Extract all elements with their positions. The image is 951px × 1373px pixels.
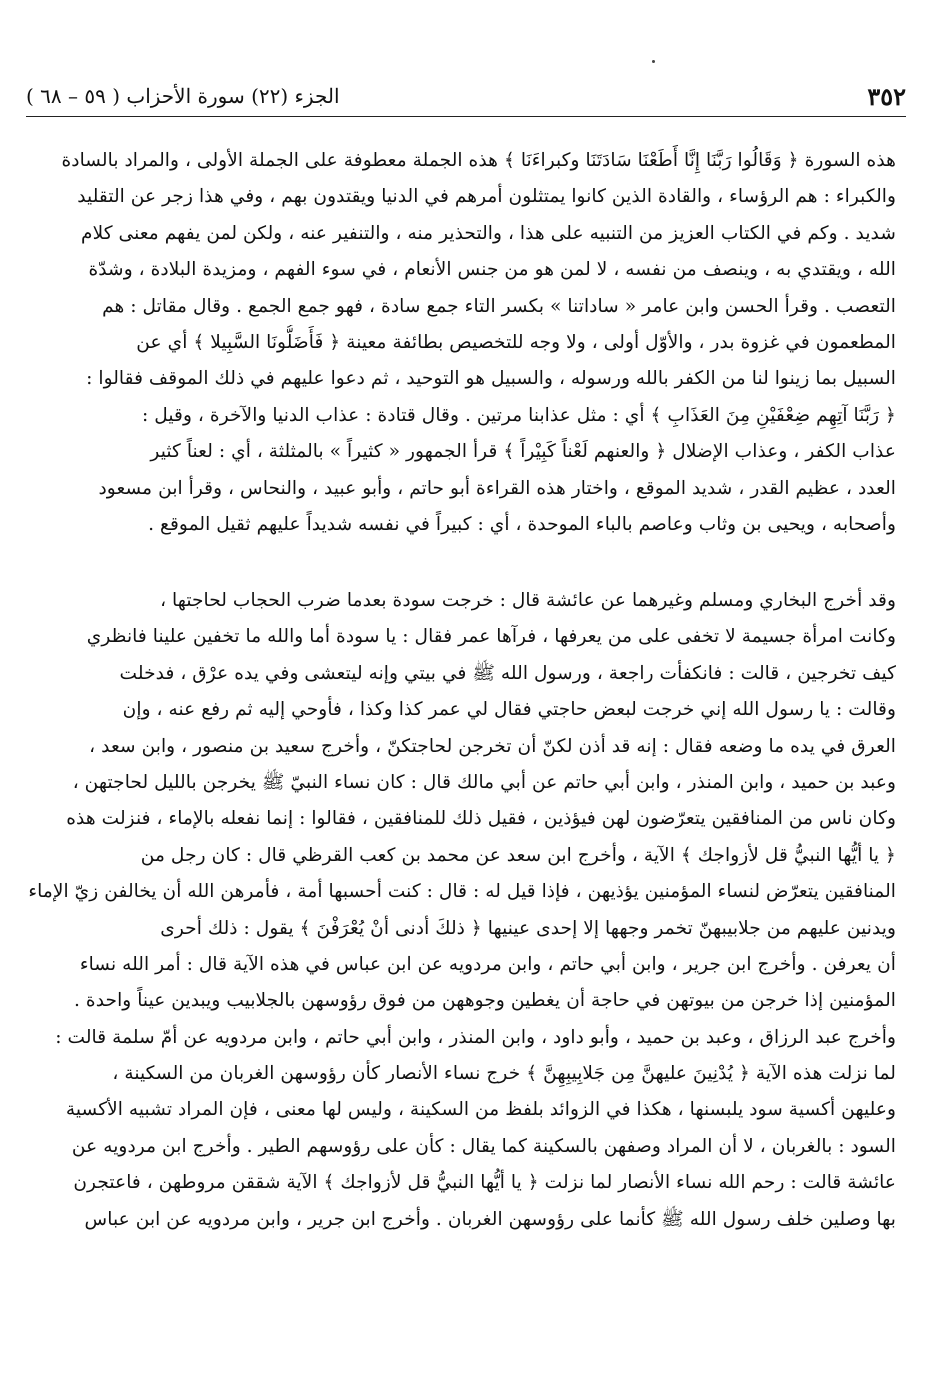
text-line: وقد أخرج البخاري ومسلم وغيرهما عن عائشة قال : خرجت سودة بعدما ضرب الحجاب لحاجتها ، [160,590,896,611]
text-line: عذاب الكفر ، وعذاب الإضلال ﴿ والعنهم لَعْناً كَبِيْراً ﴾ قرأ الجمهور « كثيراً » بالمثلثة ، أي : لعناً كثير [150,441,896,463]
page-header [26,82,906,118]
text-line: العرق في يده ما وضعه فقال : إنه قد أذن لكنّ أن تخرجن لحاجتكنّ ، وأخرج سعيد بن منصور ، وابن سعد ، [89,735,896,757]
text-line: هذه السورة ﴿ وَقَالُوا رَبَّنَا إِنَّا أَطَعْنَا سَادَتَنَا وكبراءَنَا ﴾ هذه الجملة معطوفة على الجملة الأولى ، والمراد بالسادة [61,150,896,171]
text-line: بها وصلين خلف رسول الله ﷺ كأنما على رؤوسهن الغربان . وأخرج ابن جرير ، وابن مردويه عن ابن عباس [84,1208,896,1230]
text-line: ﴿ يا أيُّها النبيُّ قل لأزواجك ﴾ الآية ، وأخرج ابن سعد عن محمد بن كعب القرظي قال : كان رجل من [140,844,896,866]
text-line: والكبراء : هم الرؤساء ، والقادة الذين كانوا يمتثلون أمرهم في الدنيا ويقتدون بهم ، وفي هذا زجر عن التقليد [77,186,896,208]
paragraph-1 [28,143,896,543]
running-title: الجزء (٢٢) سورة الأحزاب ( ٥٩ – ٦٨ ) [26,84,340,108]
text-line: التعصب . وقرأ الحسن وابن عامر « ساداتنا » بكسر التاء جمع سادة ، فهو جمع الجمع . وقال مقاتل : هم [102,295,896,317]
header-rule [26,116,906,117]
text-line: عائشة قالت : رحم الله نساء الأنصار لما نزلت ﴿ يا أيُّها النبيُّ قل لأزواجك ﴾ الآية شققن مروطهن ، فاعتجرن [73,1172,896,1194]
text-line: المؤمنين إذا خرجن من بيوتهن في حاجة أن يغطين وجوههن من فوق رؤوسهن بالجلابيب ويبدين عيناً واحدة . [74,990,896,1012]
text-line: العدد ، عظيم القدر ، شديد الموقع ، واختار هذه القراءة أبو حاتم ، وأبو عبيد ، والنحاس ، وقرأ ابن مسعود [98,477,896,499]
text-line: وعليهن أكسية سود يلبسنها ، هكذا في الزوائد بلفظ من السكينة ، وليس لها معنى ، فإن المراد تشبيه الأكسية [65,1099,896,1121]
text-line: وعبد بن حميد ، وابن المنذر ، وابن أبي حاتم عن أبي مالك قال : كان نساء النبيّ ﷺ يخرجن بالليل لحاجتهن ، [72,771,896,793]
text-line: السود : بالغربان ، لا أن المراد وصفهن بالسكينة كما يقال : كأن على رؤوسهم الطير . وأخرج ابن مردويه عن [71,1135,896,1157]
text-line: السبيل بما زينوا لنا من الكفر بالله ورسوله ، والسبيل هو التوحيد ، ثم دعوا عليهم في ذلك الموقف فقالوا : [86,368,896,390]
text-line: ﴿ رَبَّنَا آتِهِم ضِعْفَيْنِ مِنَ العَذَابِ ﴾ أي : مثل عذابنا مرتين . وقال قتادة : عذاب الدنيا والآخرة ، وقيل : [142,404,896,426]
text-line: لما نزلت هذه الآية ﴿ يُدْنِينَ عليهنَّ مِن جَلابِيبِهِنَّ ﴾ خرج نساء الأنصار كأن رؤوسهن الغربان من السكينة ، [112,1063,896,1085]
text-line: ويدنين عليهم من جلابيبهنّ تخمر وجهها إلا إحدى عينيها ﴿ ذلكَ أدنى أنْ يُعْرَفْنَ ﴾ يقول : ذلك أحرى [160,917,896,939]
text-line: وقالت : يا رسول الله إني خرجت لبعض حاجتي فقال لي عمر كذا وكذا ، فأوحي إليه ثم رفع عنه ، وإن [122,699,896,721]
text-line: كيف تخرجين ، قالت : فانكفأت راجعة ، ورسول الله ﷺ في بيتي وإنه ليتعشى وفي يده عرْق ، فدخلت [119,662,896,684]
page-number: ٣٥٢ [867,82,906,111]
speck [652,60,655,63]
paragraph-2 [28,583,896,1238]
text-line: الله ، ويقتدي به ، وينصف من نفسه ، لا لمن هو من جنس الأنعام ، في سوء الفهم ، ومزيدة البلادة ، وشدّة [88,259,896,281]
text-line: المنافقين يتعرّض لنساء المؤمنين يؤذيهن ، فإذا قيل له : قال : كنت أحسبها أمة ، فأمرهن الله أن يخالفن زيّ الإماء [28,881,896,903]
text-line: أن يعرفن . وأخرج ابن جرير ، وابن أبي حاتم ، وابن مردويه عن ابن عباس في هذه الآية قال : أمر الله نساء [79,953,896,975]
text-line: المطعمون في غزوة بدر ، والأوّل أولى ، ولا وجه للتخصيص بطائفة معينة ﴿ فَأَضَلُّونَا السَّبِيلا ﴾ أي عن [136,331,896,353]
text-line: وكان ناس من المنافقين يتعرّضون لهن فيؤذين ، فقيل ذلك للمنافقين ، فقالوا : إنما نفعله بالإماء ، فنزلت هذه [66,808,896,830]
text-line: شديد . وكم في الكتاب العزيز من التنبيه على هذا ، والتحذير منه ، والتنفير عنه ، ولكن لمن يفهم معنى كلام [81,222,896,244]
text-line: وكانت امرأة جسيمة لا تخفى على من يعرفها ، فرآها عمر فقال : يا سودة أما والله ما تخفين علينا فانظري [86,626,896,648]
text-line: وأصحابه ، ويحيى بن وثاب وعاصم بالباء الموحدة ، أي : كبيراً في نفسه شديداً عليهم ثقيل الموقع . [148,513,896,535]
text-line: وأخرج عبد الرزاق ، وعبد بن حميد ، وأبو داود ، وابن المنذر ، وابن أبي حاتم ، وابن مردويه عن أمّ سلمة قالت : [55,1026,896,1048]
